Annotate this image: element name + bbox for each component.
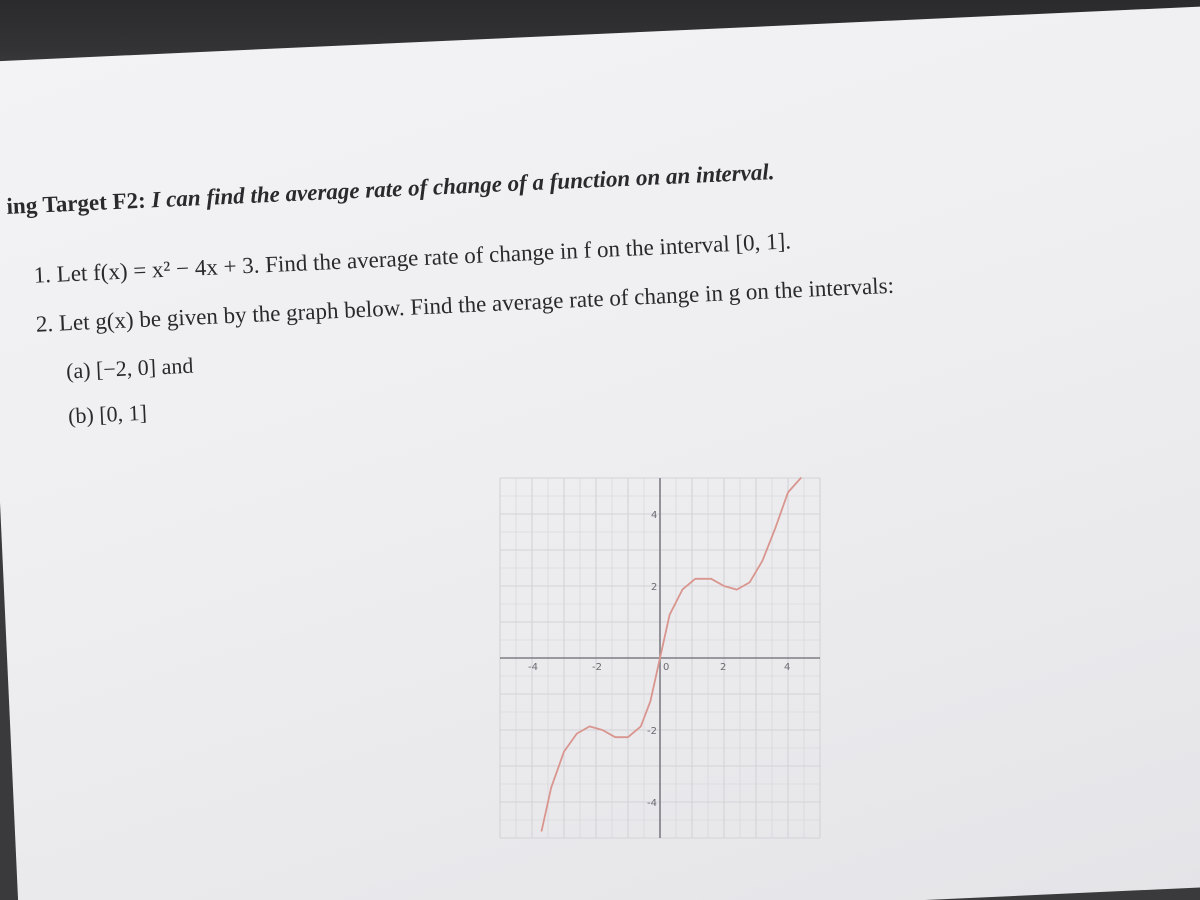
x-tick-label: -4 bbox=[528, 662, 538, 673]
problem-2-part-b: (b) [0, 1] bbox=[67, 399, 148, 429]
x-tick-label: 2 bbox=[720, 662, 727, 673]
x-tick-label: -2 bbox=[592, 662, 602, 673]
y-tick-label: 4 bbox=[651, 510, 658, 521]
y-tick-label: -4 bbox=[647, 798, 657, 809]
curve-g bbox=[542, 478, 801, 831]
y-tick-label: -2 bbox=[647, 726, 657, 737]
problem-2-part-a: (a) [−2, 0] and bbox=[65, 352, 194, 384]
y-tick-label: 2 bbox=[651, 582, 658, 593]
graph-svg bbox=[490, 470, 830, 850]
learning-target-label: ing Target F2: bbox=[6, 187, 147, 219]
graph-of-g bbox=[490, 470, 830, 850]
learning-target-text: I can find the average rate of change of a function on an interval. bbox=[150, 159, 775, 213]
problem-1: 1. Let f(x) = x² − 4x + 3. Find the average rate of change in f on the interval [0, 1]. bbox=[33, 228, 792, 288]
x-tick-label: 4 bbox=[784, 662, 791, 673]
problem-2: 2. Let g(x) be given by the graph below. Find the average rate of change in g on the intervals: bbox=[35, 272, 895, 337]
learning-target bbox=[6, 159, 775, 220]
x-tick-label: 0 bbox=[663, 662, 670, 673]
